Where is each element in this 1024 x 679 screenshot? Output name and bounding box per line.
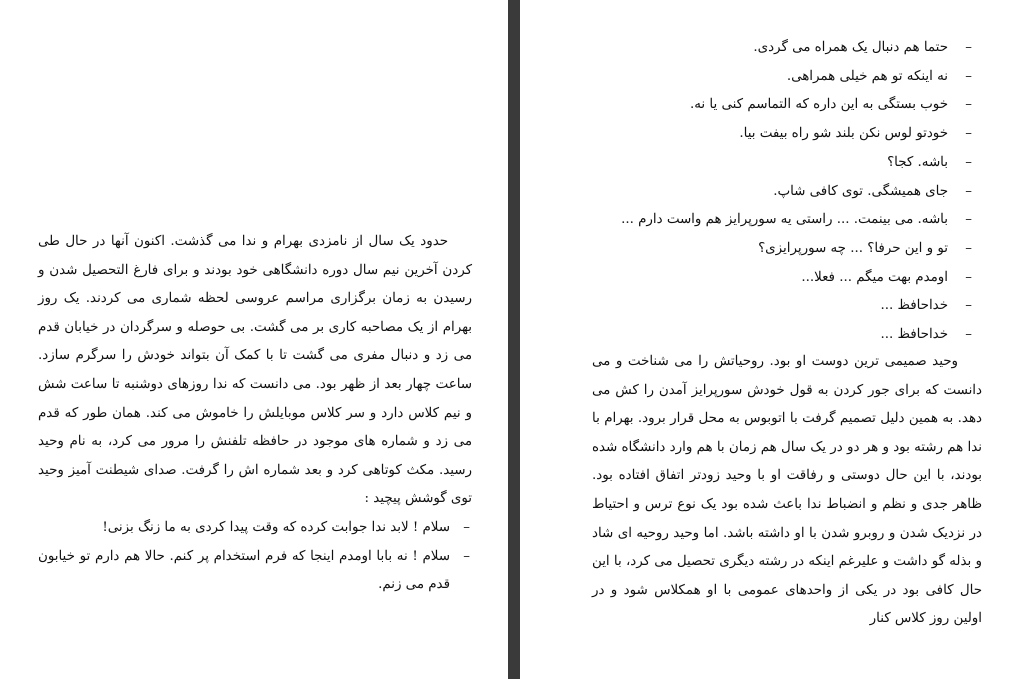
dialogue-line: – نه اینکه تو هم خیلی همراهی. [572,63,982,92]
dialogue-line: – سلام ! لابد ندا جوابت کرده که وقت پیدا کردی به ما زنگ بزنی! [38,514,472,543]
left-page-text [38,228,472,600]
left-dialogue-list [38,514,472,600]
dialogue-line: – خودتو لوس نکن بلند شو راه بیفت بیا. [572,120,982,149]
left-paragraph: حدود یک سال از نامزدی بهرام و ندا می گذشت. اکنون آنها در حال طی کردن آخرین نیم سال دوره دانشگاهی خود بودند و برای فارغ التحصیل شدن و رسیدن به زمان برگزاری مراسم عروسی لحظه شماری می کردند. یک روز بهرام از یک مصاحبه کاری بر می گشت. بی حوصله و سرگردان در خیابان قدم می زد و دنبال مفری می گشت تا با کمک آن بتواند خودش را سرگرم سازد. ساعت چهار بعد از ظهر بود. می دانست که ندا روزهای دوشنبه تا ساعت شش و نیم کلاس دارد و سر کلاس موبایلش را خاموش می کند. همان طور که قدم می زد و شماره های موجود در حافظه تلفنش را مرور می کرد، به نام وحید رسید. مکث کوتاهی کرد و بعد شماره اش را گرفت. صدای شیطنت آمیز وحید توی گوشش پیچید : [38,234,472,507]
dialogue-line: – جای همیشگی. توی کافی شاپ. [572,178,982,207]
dialogue-line: – خداحافظ ... [572,292,982,321]
right-dialogue-list [572,34,982,350]
dialogue-line: – باشه. کجا؟ [572,149,982,178]
dialogue-line: – تو و این حرفا؟ ... چه سورپرایزی؟ [572,235,982,264]
dialogue-line: – سلام ! نه بابا اومدم اینجا که فرم استخدام پر کنم. حالا هم دارم تو خیابون قدم می زنم. [38,543,472,600]
right-paragraph: وحید صمیمی ترین دوست او بود. روحیاتش را می شناخت و می دانست که برای جور کردن به قول خودش سورپرایز آمدن را کش می دهد. به همین دلیل تصمیم گرفت با اتوبوس به محل قرار برود. بهرام با ندا هم رشته بود و هر دو در یک سال هم زمان با هم وارد دانشگاه شده بودند، با این حال دوستی و رفاقت او با وحید زودتر اتفاق افتاده بود. ظاهر جدی و نظم و انضباط ندا باعث شده بود یک نوع ترس و احتیاط در نزدیک شدن و روبرو شدن با او داشته باشد. اما وحید روحیه ای شاد و بذله گو داشت و علیرغم اینکه در رشته دیگری تحصیل می کرد، با این حال کافی بود در یکی از واحدهای عمومی با او همکلاس شود و در اولین روز کلاس کنار [592,354,982,627]
dialogue-line: – باشه. می بینمت. ... راستی یه سورپرایز هم واست دارم ... [572,206,982,235]
dialogue-line: – خوب بستگی به این داره که التماسم کنی یا نه. [572,91,982,120]
right-page-paragraph-block [592,348,982,634]
dialogue-line: – اومدم بهت میگم ... فعلا... [572,264,982,293]
dialogue-line: – حتما هم دنبال یک همراه می گردی. [572,34,982,63]
right-dialogue-block [572,34,982,350]
book-spine [508,0,520,679]
dialogue-line: – خداحافظ ... [572,321,982,350]
